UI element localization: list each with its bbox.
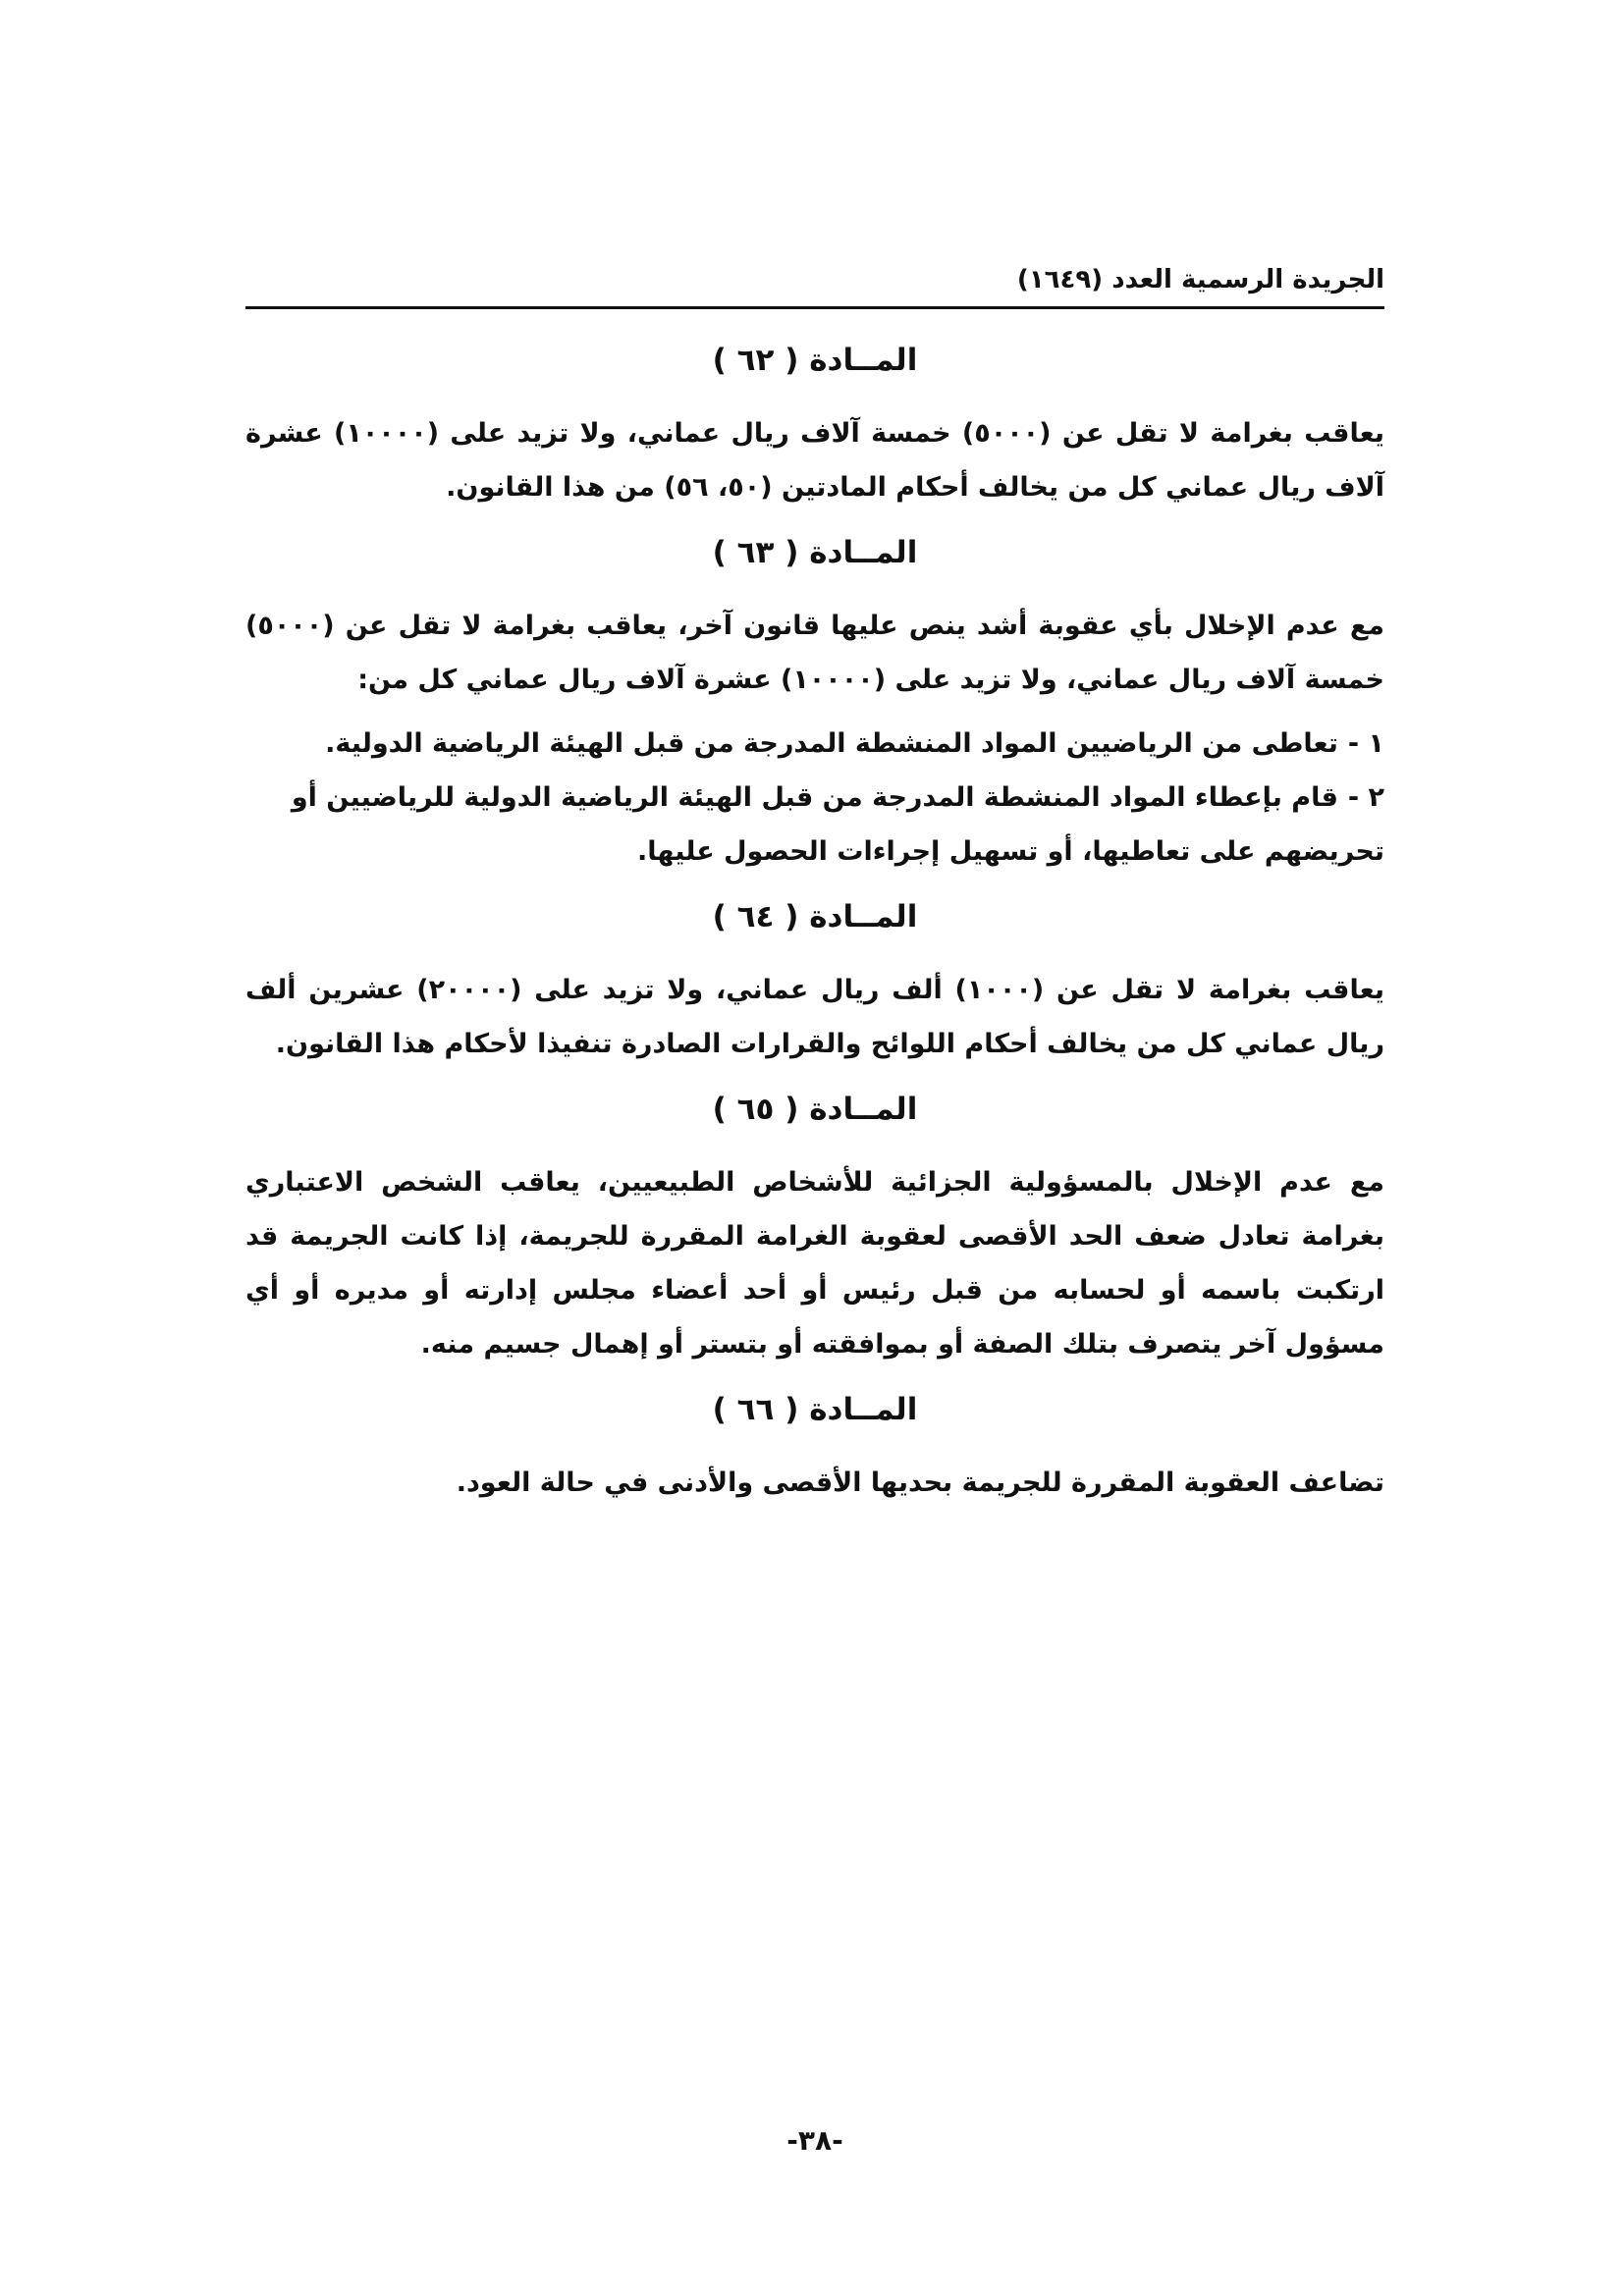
article-paragraph: مع عدم الإخلال بأي عقوبة أشد ينص عليها قانون آخر، يعاقب بغرامة لا تقل عن (٥٠٠٠) خمسة آلاف ريال عماني، ولا تزيد على (١٠٠٠٠) عشرة آلاف ريال عماني كل من: bbox=[245, 611, 1384, 695]
article-paragraph: تضاعف العقوبة المقررة للجريمة بحديها الأقصى والأدنى في حالة العود. bbox=[456, 1468, 1384, 1498]
list-item-text: قام بإعطاء المواد المنشطة المدرجة من قبل الهيئة الرياضية الدولية للرياضيين أو تحريضهم على تعاطيها، أو تسهيل إجراءات الحصول عليها. bbox=[291, 782, 1384, 867]
article-66 bbox=[245, 1385, 1384, 1510]
article-65 bbox=[245, 1085, 1384, 1371]
article-63 bbox=[245, 528, 1384, 879]
page-header bbox=[245, 265, 1384, 294]
page-number: -٣٨- bbox=[786, 2124, 843, 2157]
list-item-number: ١ - bbox=[1347, 728, 1384, 759]
article-62 bbox=[245, 336, 1384, 514]
article-item-list bbox=[245, 717, 1384, 879]
list-item bbox=[245, 771, 1384, 879]
article-title: المــادة ( ٦٥ ) bbox=[712, 1092, 918, 1127]
gazette-header-title: الجريدة الرسمية العدد (١٦٤٩) bbox=[1016, 265, 1384, 294]
header-divider bbox=[245, 306, 1384, 309]
list-item-text: تعاطى من الرياضيين المواد المنشطة المدرجة من قبل الهيئة الرياضية الدولية. bbox=[325, 728, 1338, 759]
article-title: المــادة ( ٦٦ ) bbox=[712, 1392, 918, 1427]
article-paragraph: مع عدم الإخلال بالمسؤولية الجزائية للأشخاص الطبيعيين، يعاقب الشخص الاعتباري بغرامة تعادل ضعف الحد الأقصى لعقوبة الغرامة المقررة للجريمة، إذا كانت الجريمة قد ارتكبت باسمه أو لحسابه من قبل رئيس أو أحد أعضاء مجلس إدارته أو مديره أو أي مسؤول آخر يتصرف بتلك الصفة أو بموافقته أو بتستر أو إهمال جسيم منه. bbox=[245, 1167, 1384, 1360]
article-paragraph: يعاقب بغرامة لا تقل عن (١٠٠٠) ألف ريال عماني، ولا تزيد على (٢٠٠٠٠) عشرين ألف ريال عماني كل من يخالف أحكام اللوائح والقرارات الصادرة تنفيذا لأحكام هذا القانون. bbox=[245, 975, 1385, 1059]
list-item-number: ٢ - bbox=[1347, 782, 1384, 813]
article-paragraph: يعاقب بغرامة لا تقل عن (٥٠٠٠) خمسة آلاف ريال عماني، ولا تزيد على (١٠٠٠٠) عشرة آلاف ريال عماني كل من يخالف أحكام المادتين (٥٠، ٥٦) من هذا القانون. bbox=[245, 418, 1384, 503]
document-body bbox=[245, 322, 1384, 1520]
article-title: المــادة ( ٦٤ ) bbox=[712, 899, 918, 934]
article-64 bbox=[245, 892, 1384, 1071]
article-title: المــادة ( ٦٣ ) bbox=[712, 535, 918, 570]
list-item bbox=[245, 717, 1384, 771]
article-title: المــادة ( ٦٢ ) bbox=[712, 343, 918, 378]
document-page bbox=[245, 245, 1384, 2169]
